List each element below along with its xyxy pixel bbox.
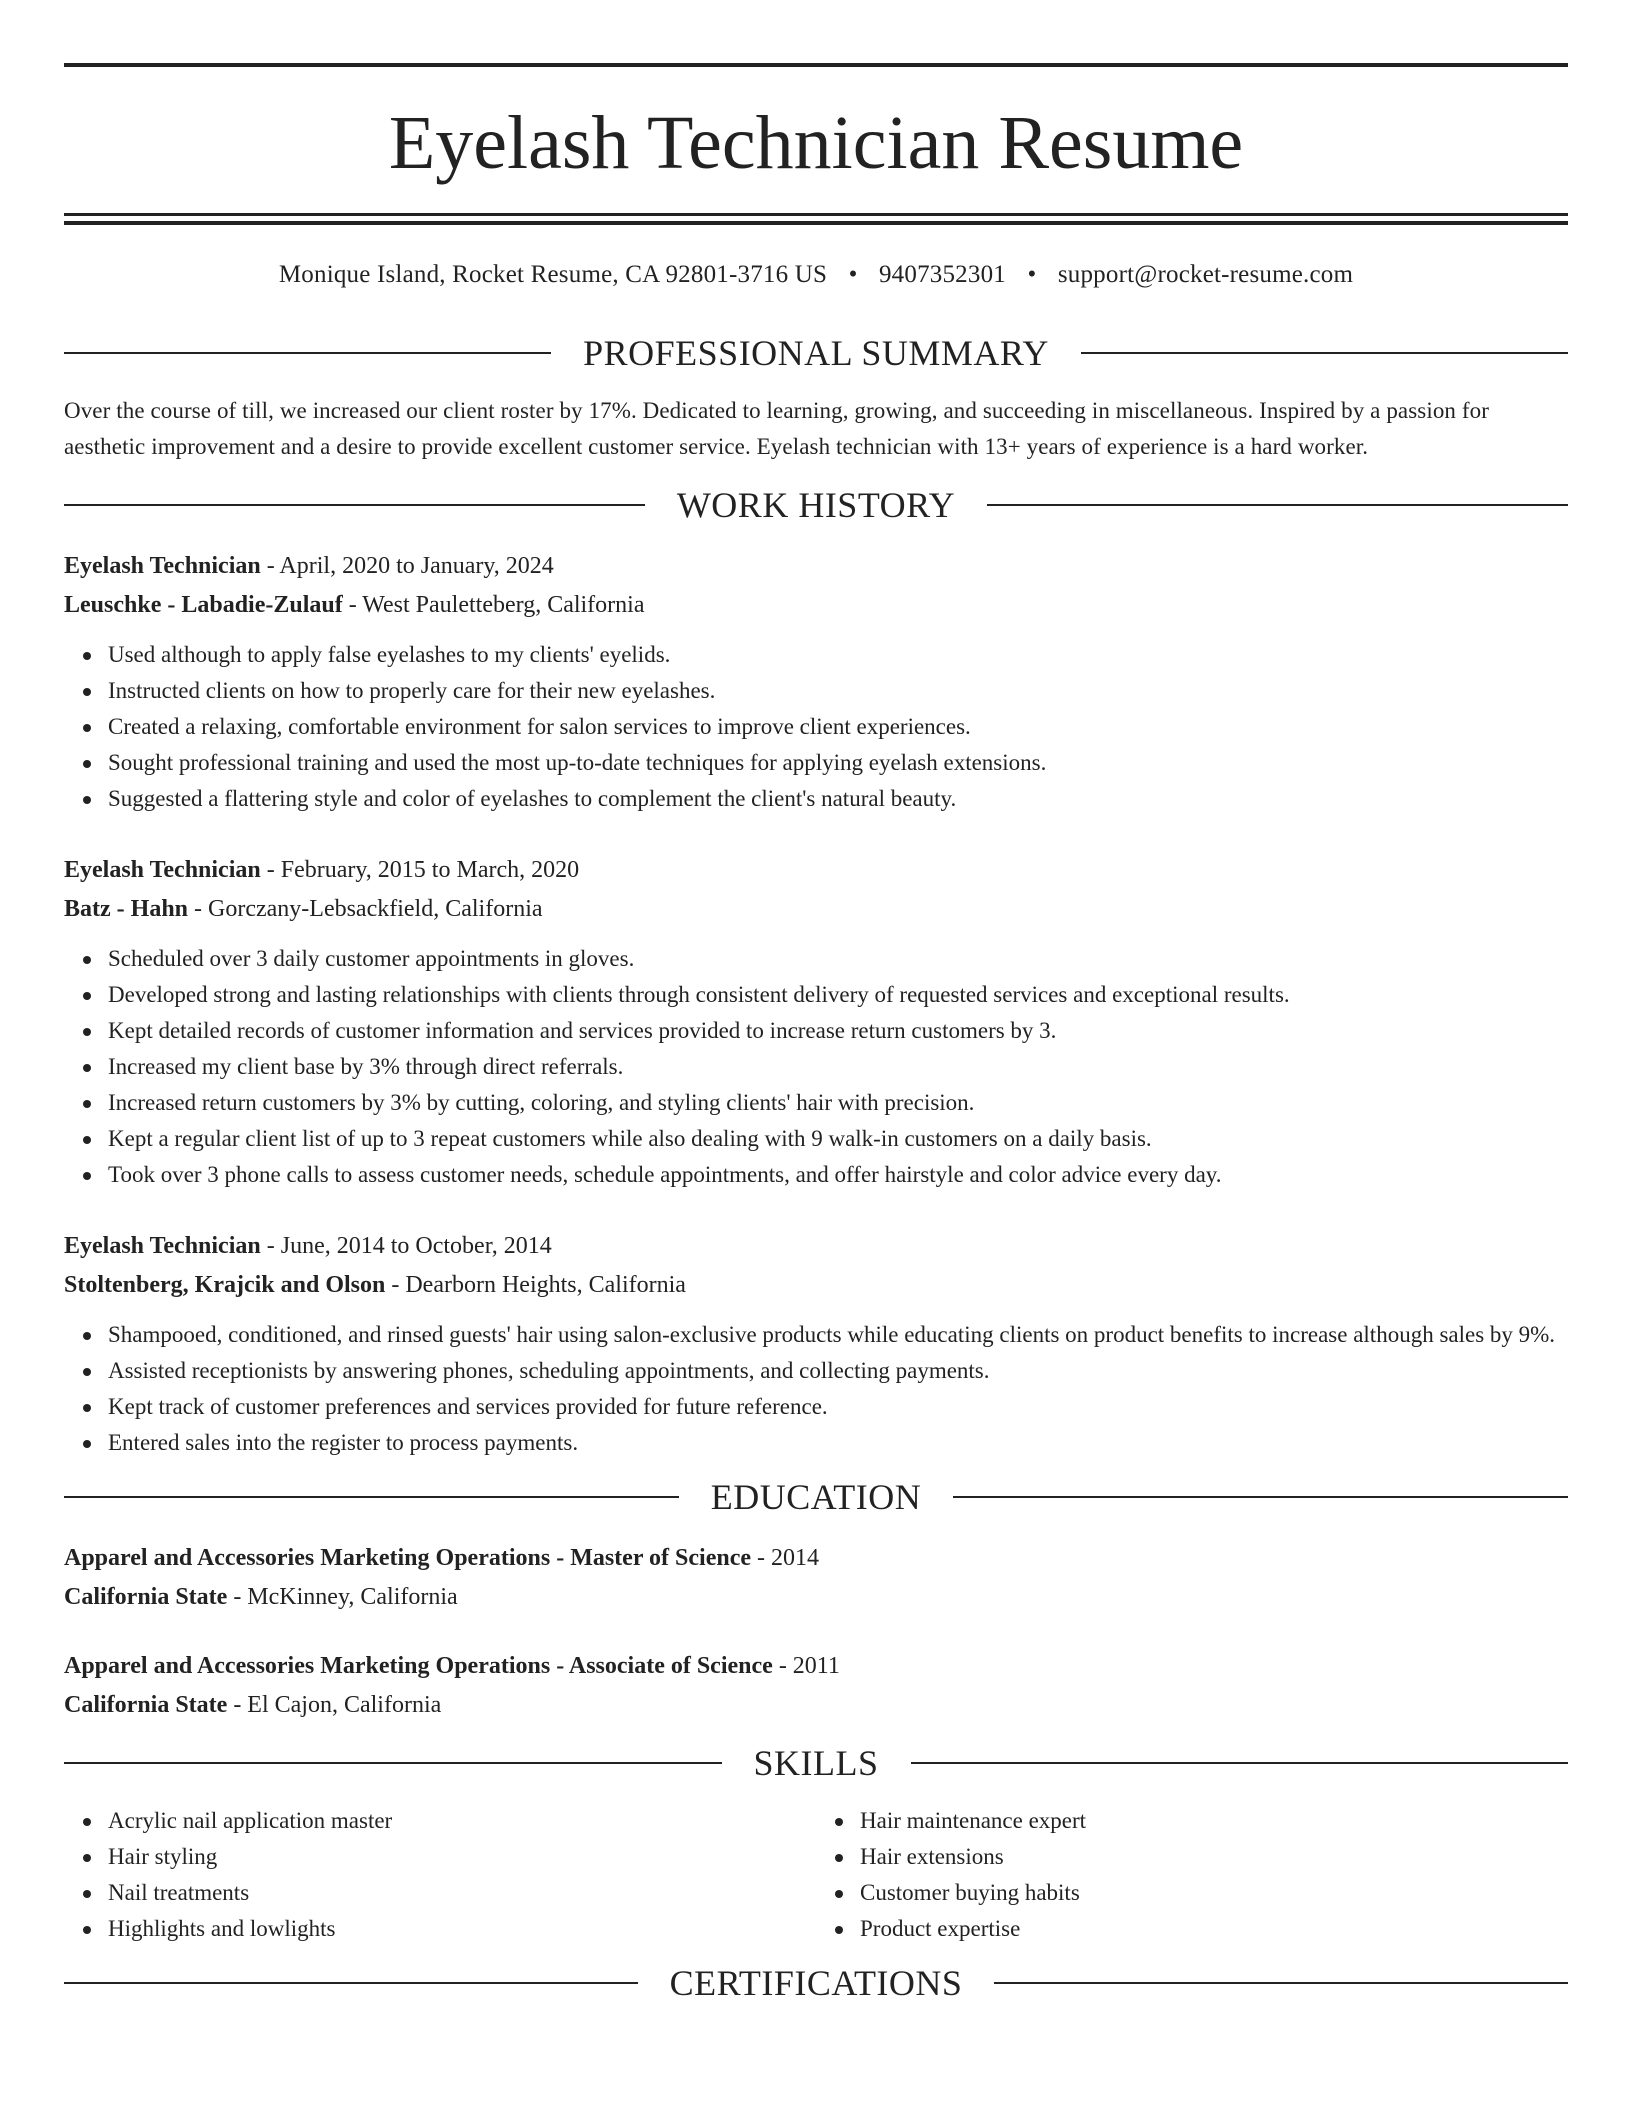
summary-text: Over the course of till, we increased our client roster by 17%. Dedicated to learning, growing, and succeeding in miscellaneous. Inspired by a passion for aesthetic improvement and a desire to provide excellent customer service. Eyelash technician with 13+ years of experience is a hard worker. bbox=[64, 398, 1489, 459]
skill-item: Hair extensions bbox=[860, 1839, 1568, 1875]
skills-column-right bbox=[816, 1803, 1568, 1947]
heading-rule-left bbox=[64, 1762, 722, 1764]
job-bullets bbox=[64, 941, 1568, 1193]
job-title-line bbox=[64, 851, 1568, 890]
education-entry bbox=[64, 1647, 1568, 1725]
heading-rule-left bbox=[64, 1496, 679, 1498]
job-location: - Dearborn Heights, California bbox=[385, 1272, 686, 1298]
heading-rule-left bbox=[64, 352, 551, 354]
skill-item: Product expertise bbox=[860, 1911, 1568, 1947]
skill-item: Hair styling bbox=[108, 1839, 816, 1875]
list-item: Entered sales into the register to process payments. bbox=[108, 1425, 1568, 1461]
education-location: - McKinney, California bbox=[227, 1584, 458, 1610]
heading-rule-right bbox=[1081, 352, 1568, 354]
section-heading-summary bbox=[64, 333, 1568, 373]
section-heading-certifications bbox=[64, 1963, 1568, 2003]
job-company-line bbox=[64, 586, 1568, 625]
job-entry bbox=[64, 851, 1568, 1193]
skill-item: Customer buying habits bbox=[860, 1875, 1568, 1911]
education-school: California State bbox=[64, 1584, 228, 1610]
job-company: Leuschke - Labadie-Zulauf bbox=[64, 592, 343, 618]
contact-phone: 9407352301 bbox=[878, 261, 1006, 288]
section-title: CERTIFICATIONS bbox=[669, 1963, 963, 2003]
job-dates: - June, 2014 to October, 2014 bbox=[260, 1233, 552, 1259]
resume-title: Eyelash Technician Resume bbox=[388, 101, 1244, 185]
skills-column-left bbox=[64, 1803, 816, 1947]
list-item: Shampooed, conditioned, and rinsed guests' hair using salon-exclusive products while educating clients on product benefits to increase although sales by 9%. bbox=[108, 1317, 1568, 1353]
education-year: - 2014 bbox=[751, 1545, 820, 1571]
education-degree: Apparel and Accessories Marketing Operations - Master of Science bbox=[64, 1545, 752, 1571]
section-title: PROFESSIONAL SUMMARY bbox=[583, 333, 1049, 373]
job-title: Eyelash Technician bbox=[64, 1233, 261, 1259]
job-entry bbox=[64, 547, 1568, 817]
list-item: Instructed clients on how to properly care for their new eyelashes. bbox=[108, 673, 1568, 709]
job-dates: - February, 2015 to March, 2020 bbox=[260, 857, 580, 883]
education-entry bbox=[64, 1539, 1568, 1617]
job-location: - Gorczany-Lebsackfield, California bbox=[188, 896, 543, 922]
education-degree-line bbox=[64, 1539, 1568, 1578]
list-item: Suggested a flattering style and color of eyelashes to complement the client's natural beauty. bbox=[108, 781, 1568, 817]
job-bullets bbox=[64, 1317, 1568, 1461]
section-heading-work-history bbox=[64, 485, 1568, 525]
job-title-line bbox=[64, 547, 1568, 586]
section-title: EDUCATION bbox=[710, 1477, 922, 1517]
heading-rule-left bbox=[64, 1982, 638, 1984]
education-degree: Apparel and Accessories Marketing Operations - Associate of Science bbox=[64, 1653, 773, 1679]
education-year: - 2011 bbox=[772, 1653, 840, 1679]
job-title: Eyelash Technician bbox=[64, 857, 261, 883]
contact-separator: • bbox=[1027, 261, 1037, 288]
job-company: Batz - Hahn bbox=[64, 896, 189, 922]
list-item: Sought professional training and used the most up-to-date techniques for applying eyelash extensions. bbox=[108, 745, 1568, 781]
job-company-line bbox=[64, 1266, 1568, 1305]
section-title: WORK HISTORY bbox=[676, 485, 956, 525]
list-item: Assisted receptionists by answering phones, scheduling appointments, and collecting payments. bbox=[108, 1353, 1568, 1389]
section-heading-skills bbox=[64, 1743, 1568, 1783]
top-rule bbox=[64, 63, 1568, 67]
education-school-line bbox=[64, 1686, 1568, 1725]
contact-separator: • bbox=[848, 261, 858, 288]
list-item: Kept a regular client list of up to 3 repeat customers while also dealing with 9 walk-in customers on a daily basis. bbox=[108, 1121, 1568, 1157]
job-dates: - April, 2020 to January, 2024 bbox=[260, 553, 554, 579]
education-degree-line bbox=[64, 1647, 1568, 1686]
skill-item: Nail treatments bbox=[108, 1875, 816, 1911]
heading-rule-right bbox=[911, 1762, 1569, 1764]
skill-item: Hair maintenance expert bbox=[860, 1803, 1568, 1839]
title-double-rule bbox=[64, 213, 1568, 225]
job-bullets bbox=[64, 637, 1568, 817]
list-item: Took over 3 phone calls to assess customer needs, schedule appointments, and offer hairstyle and color advice every day. bbox=[108, 1157, 1568, 1193]
job-company: Stoltenberg, Krajcik and Olson bbox=[64, 1272, 386, 1298]
job-title: Eyelash Technician bbox=[64, 553, 261, 579]
education-location: - El Cajon, California bbox=[227, 1692, 442, 1718]
heading-rule-right bbox=[987, 504, 1568, 506]
job-entry bbox=[64, 1227, 1568, 1461]
list-item: Used although to apply false eyelashes to my clients' eyelids. bbox=[108, 637, 1568, 673]
heading-rule-right bbox=[994, 1982, 1568, 1984]
contact-address: Monique Island, Rocket Resume, CA 92801-3716 US bbox=[278, 261, 828, 288]
resume-page bbox=[64, 0, 1568, 2003]
list-item: Developed strong and lasting relationships with clients through consistent delivery of requested services and exceptional results. bbox=[108, 977, 1568, 1013]
section-title: SKILLS bbox=[753, 1743, 879, 1783]
list-item: Scheduled over 3 daily customer appointments in gloves. bbox=[108, 941, 1568, 977]
list-item: Increased my client base by 3% through direct referrals. bbox=[108, 1049, 1568, 1085]
list-item: Increased return customers by 3% by cutting, coloring, and styling clients' hair with precision. bbox=[108, 1085, 1568, 1121]
list-item: Kept track of customer preferences and services provided for future reference. bbox=[108, 1389, 1568, 1425]
contact-line bbox=[64, 259, 1568, 291]
contact-email: support@rocket-resume.com bbox=[1057, 261, 1354, 288]
heading-rule-left bbox=[64, 504, 645, 506]
skills-grid bbox=[64, 1803, 1568, 1947]
skill-item: Acrylic nail application master bbox=[108, 1803, 816, 1839]
heading-rule-right bbox=[953, 1496, 1568, 1498]
education-school-line bbox=[64, 1578, 1568, 1617]
list-item: Kept detailed records of customer information and services provided to increase return customers by 3. bbox=[108, 1013, 1568, 1049]
skill-item: Highlights and lowlights bbox=[108, 1911, 816, 1947]
job-title-line bbox=[64, 1227, 1568, 1266]
education-school: California State bbox=[64, 1692, 228, 1718]
list-item: Created a relaxing, comfortable environment for salon services to improve client experiences. bbox=[108, 709, 1568, 745]
section-heading-education bbox=[64, 1477, 1568, 1517]
job-company-line bbox=[64, 890, 1568, 929]
job-location: - West Pauletteberg, California bbox=[342, 592, 645, 618]
